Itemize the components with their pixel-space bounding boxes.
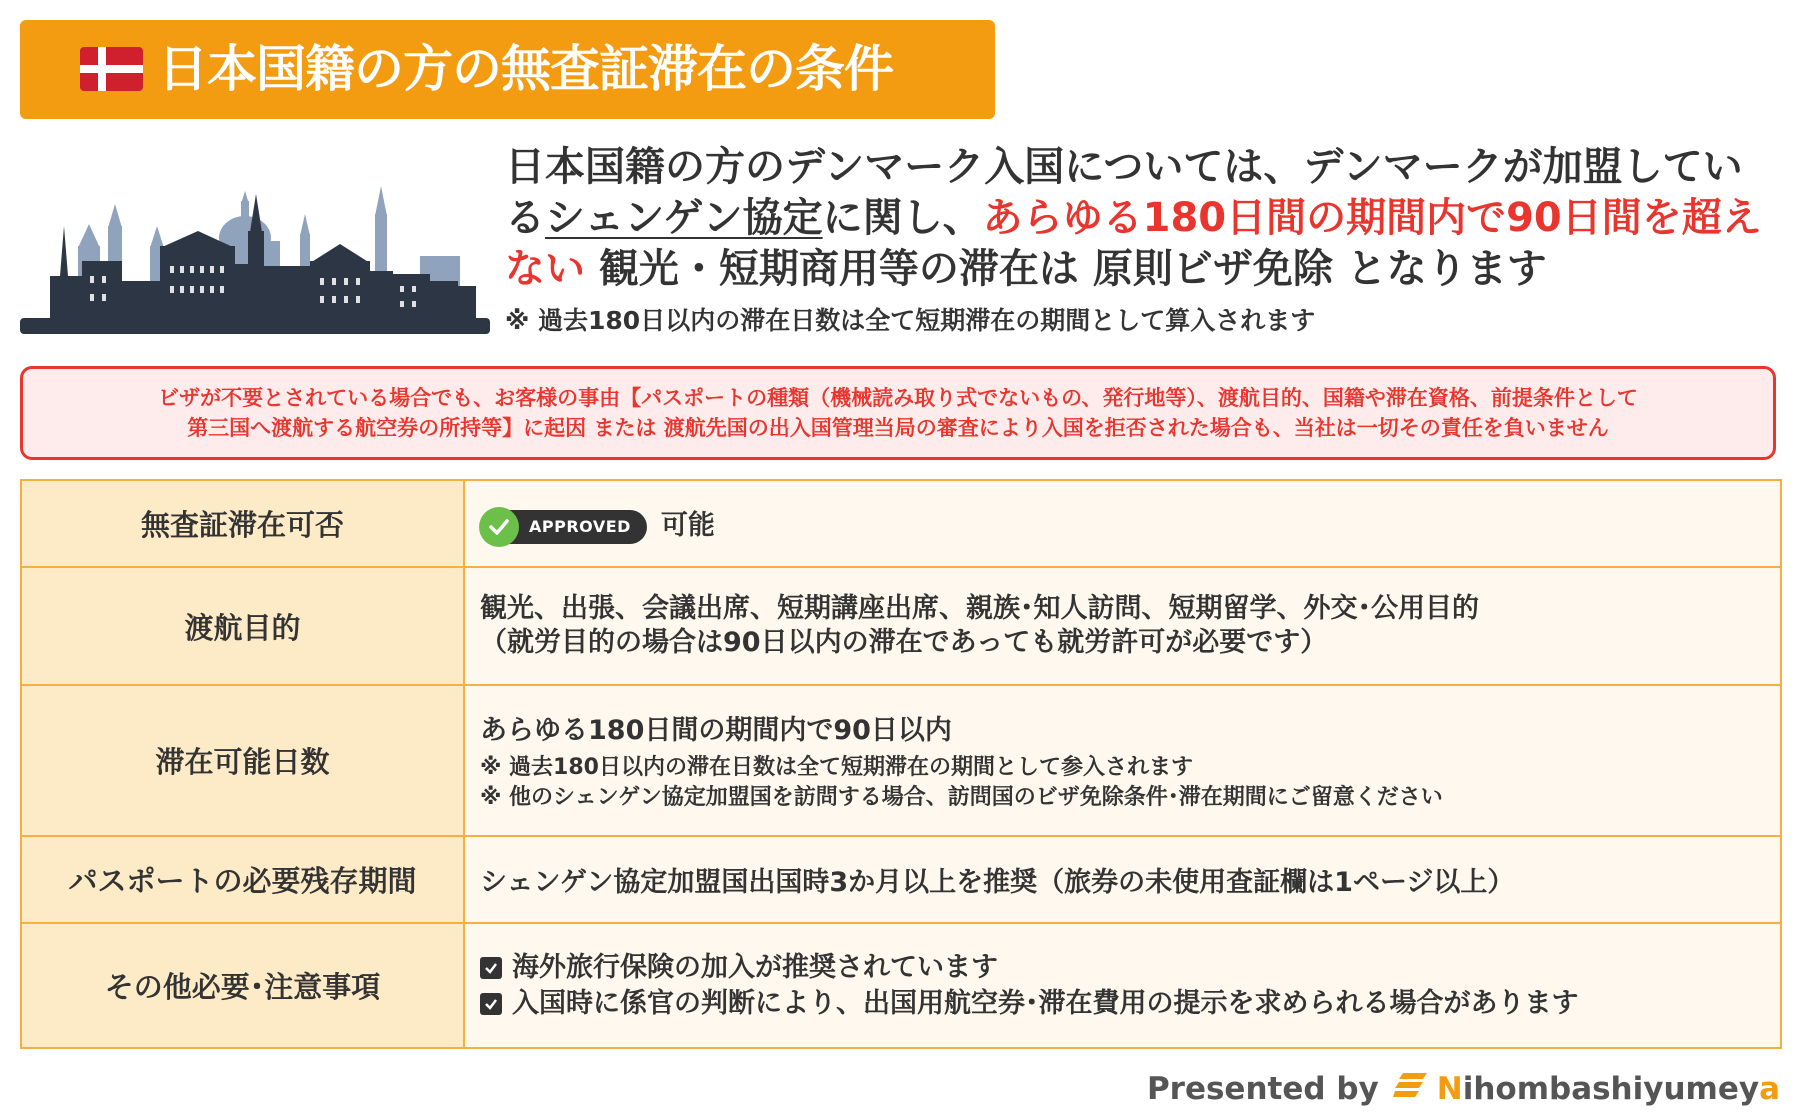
stay-days-note-2: ※ 他のシェンゲン協定加盟国を訪問する場合、訪問国のビザ免除条件･滞在期間にご留意ください (480, 784, 1443, 810)
stay-days-main: あらゆる180日間の期間内で90日以内 (480, 714, 952, 746)
row-value (464, 685, 1781, 836)
footer-credit (1147, 1070, 1780, 1108)
title-banner (20, 20, 995, 119)
note-item-text: 入国時に係官の判断により、出国用航空券･滞在費用の提示を求められる場合があります (512, 987, 1579, 1019)
intro-text-3: 観光・短期商用等の滞在は 原則ビザ免除 となります (585, 246, 1547, 292)
schengen-term: シェンゲン協定 (545, 195, 823, 241)
purpose-line-2: （就労目的の場合は90日以内の滞在であっても就労許可が必要です） (480, 627, 1328, 658)
disclaimer-line-1: ビザが不要とされている場合でも、お客様の事由【パスポートの種類（機械読み取り式でないもの、発行地等）、渡航目的、国籍や滞在資格、前提条件として (158, 386, 1638, 410)
table-row (21, 836, 1781, 923)
intro-text-2: に関し、 (822, 195, 983, 241)
note-item-text: 海外旅行保険の加入が推奨されています (512, 951, 998, 983)
row-label: その他必要･注意事項 (21, 923, 464, 1048)
row-label: 滞在可能日数 (21, 685, 464, 836)
brand-logo-icon (1393, 1070, 1429, 1108)
list-item (465, 986, 1780, 1022)
row-value: シェンゲン協定加盟国出国時3か月以上を推奨（旅券の未使用査証欄は1ページ以上） (464, 836, 1781, 923)
row-value (464, 480, 1781, 567)
conditions-table (20, 479, 1782, 1049)
list-item (465, 950, 1780, 986)
intro-paragraph (505, 142, 1775, 295)
row-label: 無査証滞在可否 (21, 480, 464, 567)
disclaimer-line-2: 第三国へ渡航する航空券の所持等】に起因 または 渡航先国の出入国管理当局の審査により入国を拒否された場合も、当社は一切その責任を負いません (187, 416, 1609, 440)
row-label: 渡航目的 (21, 567, 464, 685)
row-label: パスポートの必要残存期間 (21, 836, 464, 923)
purpose-line-1: 観光、出張、会議出席、短期講座出席、親族･知人訪問、短期留学、外交･公用目的 (480, 593, 1479, 624)
brand-name: Nihombashiyumeya (1436, 1071, 1780, 1107)
availability-value: 可能 (660, 510, 715, 542)
approved-badge: APPROVED (480, 510, 647, 544)
intro-note: ※ 過去180日以内の滞在日数は全て短期滞在の期間として算入されます (505, 306, 1316, 335)
table-row (21, 685, 1781, 836)
disclaimer-box (20, 366, 1776, 460)
denmark-flag-icon (80, 47, 143, 91)
table-row (21, 567, 1781, 685)
row-value (464, 923, 1781, 1048)
checkbox-checked-icon (480, 993, 502, 1015)
table-row (21, 923, 1781, 1048)
checkbox-checked-icon (480, 957, 502, 979)
page-title: 日本国籍の方の無査証滞在の条件 (158, 40, 893, 98)
stay-days-note-1: ※ 過去180日以内の滞在日数は全て短期滞在の期間として参入されます (480, 754, 1193, 780)
table-row (21, 480, 1781, 567)
presented-by-label: Presented by (1146, 1071, 1379, 1107)
intro-text-1: 日本国籍の方のデンマーク入国については、デンマークが加盟している (505, 144, 1743, 241)
check-icon (479, 507, 519, 547)
row-value (464, 567, 1781, 685)
intro-highlight: あらゆる180日間の期間内で90日間を超えない (505, 195, 1762, 292)
copenhagen-skyline-illustration (20, 186, 490, 334)
